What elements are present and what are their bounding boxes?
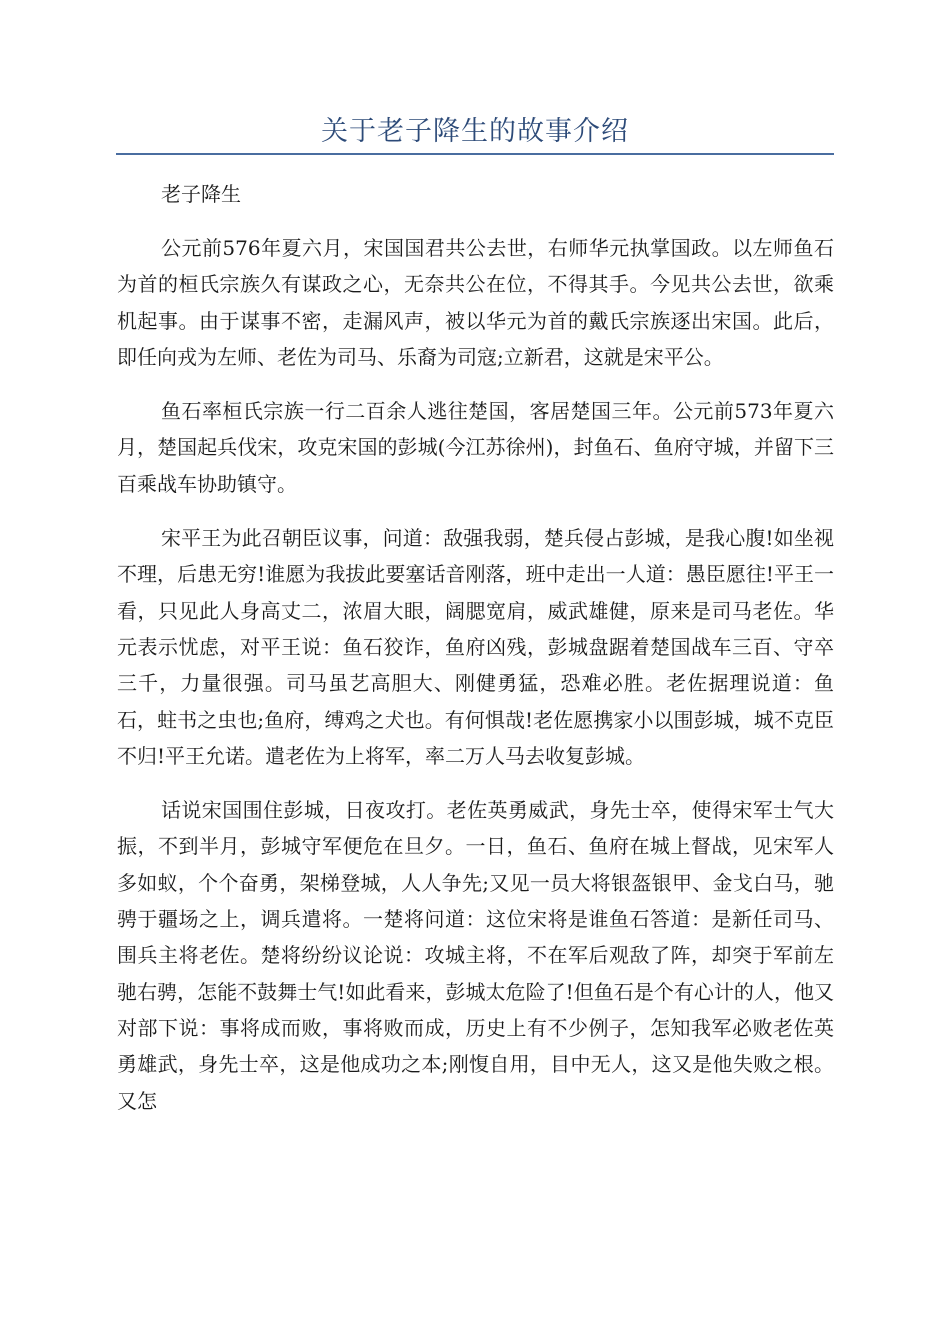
title-underline <box>116 153 834 155</box>
paragraph-4: 话说宋国围住彭城，日夜攻打。老佐英勇威武，身先士卒，使得宋军士气大振，不到半月，彭城守军便危在旦夕。一日，鱼石、鱼府在城上督战，见宋军人多如蚁，个个奋勇，架梯登城，人人争先;又见一员大将银盔银甲、金戈白马，驰骋于疆场之上，调兵遣将。一楚将问道：这位宋将是谁鱼石答道：是新任司马、围兵主将老佐。楚将纷纷议论说：攻城主将，不在军后观敌了阵，却突于军前左驰右骋，怎能不鼓舞士气!如此看来，彭城太危险了!但鱼石是个有心计的人，他又对部下说：事将成而败，事将败而成，历史上有不少例子，怎知我军必败老佐英勇雄武，身先士卒，这是他成功之本;刚愎自用，目中无人，这又是他失败之根。又怎 <box>117 798 834 1113</box>
paragraph-1: 公元前576年夏六月，宋国国君共公去世，右师华元执掌国政。以左师鱼石为首的桓氏宗族久有谋政之心，无奈共公在位，不得其手。今见共公去世，欲乘机起事。由于谋事不密，走漏风声，被以华元为首的戴氏宗族逐出宋国。此后，即任向戎为左师、老佐为司马、乐裔为司寇;立新君，这就是宋平公。 <box>117 236 834 369</box>
document-title: 关于老子降生的故事介绍 <box>321 116 629 147</box>
document-body <box>117 176 834 1137</box>
paragraph-2: 鱼石率桓氏宗族一行二百余人逃往楚国，客居楚国三年。公元前573年夏六月，楚国起兵伐宋，攻克宋国的彭城(今江苏徐州)，封鱼石、鱼府守城，并留下三百乘战车协助镇守。 <box>117 399 834 496</box>
paragraph-3: 宋平王为此召朝臣议事，问道：敌强我弱，楚兵侵占彭城，是我心腹!如坐视不理，后患无穷!谁愿为我拔此要塞话音刚落，班中走出一人道：愚臣愿往!平王一看，只见此人身高丈二，浓眉大眼，阔腮宽肩，威武雄健，原来是司马老佐。华元表示忧虑，对平王说：鱼石狡诈，鱼府凶残，彭城盘踞着楚国战车三百、守卒三千，力量很强。司马虽艺高胆大、刚健勇猛，恐难必胜。老佐据理说道：鱼石，蛀书之虫也;鱼府，缚鸡之犬也。有何惧哉!老佐愿携家小以围彭城，城不克臣不归!平王允诺。遣老佐为上将军，率二万人马去收复彭城。 <box>117 526 834 768</box>
section-heading: 老子降生 <box>161 182 241 206</box>
